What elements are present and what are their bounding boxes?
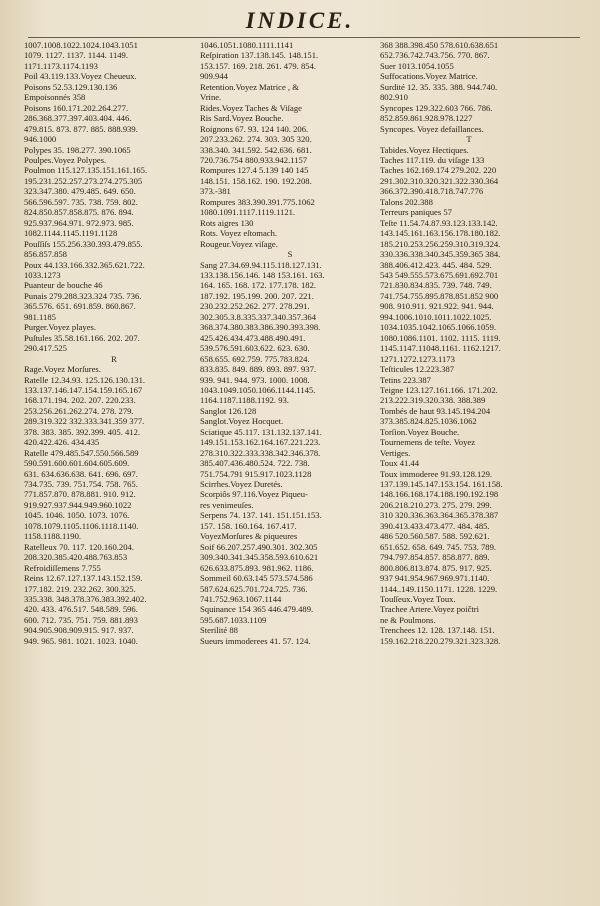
index-entry-line: 1043.1049.1050.1066.1144.1145.	[200, 384, 316, 395]
index-entry-line: 133.138.156.146. 148 153.161. 163.	[200, 269, 325, 280]
index-entry-line: 1034.1035.1042.1065.1066.1059.	[380, 322, 497, 333]
index-entry-line: 590.591.600.601.604.605.609.	[24, 458, 130, 469]
index-entry-line: Ris Sard.Voyez Bouche.	[200, 113, 284, 124]
index-entry-line: 207.233.262. 274. 303. 305 320.	[200, 134, 312, 145]
index-entry-line: Sanglot 126.128	[200, 405, 257, 416]
index-entry-line: 137.139.145.147.153.154. 161.158.	[380, 479, 503, 490]
index-entry-line: 651.652. 658. 649. 745. 753. 789.	[380, 541, 497, 552]
index-entry-line: 587.624.625.701.724.725. 736.	[200, 583, 308, 594]
index-entry-line: 253.256.261.262.274. 278. 279.	[24, 405, 134, 416]
index-entry-line: 168.171.194. 202. 207. 220.233.	[24, 395, 136, 406]
index-entry-line: 208.320.385.420.488.763.853	[24, 552, 128, 563]
index-entry-line: Toux 41.44	[380, 458, 420, 469]
index-entry-line: 143.145.161.163.156.178.180.182.	[380, 228, 501, 239]
index-entry-line: 368.374.380.383.386.390.393.398.	[200, 322, 321, 333]
index-entry-line: Terreurs paniques 57	[380, 207, 452, 218]
header-rule	[28, 37, 580, 38]
index-entry-line: 1078.1079.1105.1106.1118.1140.	[24, 520, 139, 531]
index-entry-line: 856.857.858	[24, 249, 67, 260]
index-entry-line: 373.385.824.825.1036.1062	[380, 416, 477, 427]
index-entry-line: Empoisonnés 358	[24, 92, 86, 103]
index-entry-line: Teſticules 12.223.387	[380, 364, 455, 375]
index-entry-line: 539.576.591.603.622. 623. 630.	[200, 343, 310, 354]
index-entry-line: 1080.1091.1117.1119.1121.	[200, 207, 296, 218]
index-entry-line: Sueurs immoderees 41. 57. 124.	[200, 635, 311, 646]
index-entry-line: 286.368.377.397.403.404. 446.	[24, 113, 132, 124]
index-entry-line: Rots aigres 130	[200, 217, 254, 228]
index-entry-line: Surdité 12. 35. 335. 388. 944.740.	[380, 81, 498, 92]
index-entry-line: 335.338. 348.378.376.383.392.402.	[24, 594, 147, 605]
index-entry-line: 1046.1051.1080.1111.1141	[200, 40, 294, 50]
index-entry-line: Scirrhes.Voyez Duretés.	[200, 479, 283, 490]
index-entry-line: Rougeur.Voyez viſage.	[200, 238, 278, 249]
index-entry-line: Rots. Voyez eſtomach.	[200, 228, 278, 239]
index-entry-line: Vertiges.	[380, 447, 411, 458]
index-entry-line: 721.830.834.835. 739. 748. 749.	[380, 280, 492, 291]
index-entry-line: Polypes 35. 198.277. 390.1065	[24, 144, 131, 155]
index-entry-line: Puanteur de bouche 46	[24, 280, 103, 291]
index-entry-line: 1144..149.1150.1171. 1228. 1229.	[380, 583, 498, 594]
index-entry-line: Rompures 127.4 5.139 140 145	[200, 165, 309, 176]
index-entry-line: Suer 1013.1054.1055	[380, 60, 454, 71]
index-entry-line: 149.151.153.162.164.167.221.223.	[200, 437, 321, 448]
index-entry-line: Tetins 223.387	[380, 374, 431, 385]
index-entry-line: 741.752.963.1067.1144	[200, 594, 282, 605]
index-entry-line: Squinance 154 365 446.479.489.	[200, 604, 314, 615]
index-entry-line: 904.905.908.909.915. 917. 937.	[24, 625, 134, 636]
index-entry-line: 720.736.754 880.933.942.1157	[200, 154, 308, 165]
index-entry-line: 309.340.341.345.358.593.610.621	[200, 552, 319, 563]
index-entry-line: 177.182. 219. 232.262. 300.325.	[24, 583, 136, 594]
index-entry-line: 230.232.252.262. 277. 278.291.	[200, 301, 310, 312]
index-entry-line: Puſtules 35.58.161.166. 202. 207.	[24, 332, 140, 343]
index-entry-line: 291.302.310.320.321.322.330.364	[380, 175, 499, 186]
index-entry-line: 1271.1272.1273.1173	[380, 353, 455, 364]
index-entry-line: 330.336.338.340.345.359.365 384.	[380, 249, 501, 260]
index-entry-line: Roignons 67. 93. 124 140. 206.	[200, 123, 309, 134]
index-entry-line: Vrine.	[200, 92, 222, 103]
index-entry-line: 278.310.322.333.338.342.346.378.	[200, 447, 321, 458]
index-entry-line: 824.850.857.858.875. 876. 894.	[24, 207, 134, 218]
index-entry-line: 658.655. 692.759. 775.783.824.	[200, 353, 310, 364]
index-column-left	[24, 40, 204, 646]
index-entry-line: 368 388.398.450 578.610.638.651	[380, 40, 499, 50]
index-entry-line: 1045. 1046. 1050. 1073. 1076.	[24, 510, 130, 521]
index-entry-line: 420. 433. 476.517. 548.589. 596.	[24, 604, 138, 615]
index-entry-line: Poisons 52.53.129.130.136	[24, 81, 118, 92]
index-entry-line: Poisons 160.171.202.264.277.	[24, 102, 129, 113]
index-entry-line: 157. 158. 160.164. 167.417.	[200, 520, 297, 531]
index-entry-line: 751.754.791 915.917.1023.1128	[200, 468, 312, 479]
index-entry-line: Trenchees 12. 128. 137.148. 151.	[380, 625, 495, 636]
index-entry-line: 994.1006.1010.1011.1022.1025.	[380, 311, 492, 322]
index-entry-line: 148.151. 158.162. 190. 192.208.	[200, 175, 312, 186]
index-entry-line: 388.406.412.423. 445. 484. 529.	[380, 259, 492, 270]
index-entry-line: 626.633.875.893. 981.962. 1186.	[200, 562, 314, 573]
index-entry-line: 937 941.954.967.969.971.1140.	[380, 573, 490, 584]
index-entry-line: 206.218.210.273. 275. 279. 299.	[380, 499, 492, 510]
index-entry-line: 373.-381	[200, 186, 231, 197]
index-entry-line: Punais 279.288.323.324 735. 736.	[24, 290, 142, 301]
section-letter: S	[287, 249, 293, 260]
index-entry-line: VoyezMorſures & piqueures	[200, 531, 298, 542]
index-entry-line: 833.835. 849. 889. 893. 897. 937.	[200, 364, 317, 375]
index-entry-line: 852.859.861.928.978.1227	[380, 113, 473, 124]
index-entry-line: 164. 165. 168. 172. 177.178. 182.	[200, 280, 317, 291]
index-entry-line: Poulpes.Voyez Polypes.	[24, 154, 107, 165]
index-entry-line: Pouſſiſs 155.256.330.393.479.855.	[24, 238, 143, 249]
index-entry-line: 1082.1144.1145.1191.1128	[24, 228, 118, 239]
index-entry-line: 133.137.146.147.154.159.165.167	[24, 384, 143, 395]
index-entry-line: 289.319.322 332.333.341.359 377.	[24, 416, 145, 427]
index-entry-line: 323.347.380. 479.485. 649. 650.	[24, 186, 136, 197]
index-entry-line: 365.576. 651. 691.859. 860.867.	[24, 301, 136, 312]
index-entry-line: 148.166.168.174.188.190.192.198	[380, 489, 499, 500]
index-entry-line: Ratelleux 70. 117. 120.160.204.	[24, 541, 134, 552]
index-entry-line: Sciatique 45.117. 131.132.137.141.	[200, 426, 322, 437]
section-letter: R	[111, 353, 117, 364]
index-entry-line: 794.797.854.857. 858.877. 889.	[380, 552, 490, 563]
index-entry-line: Syncopes. Voyez defaillances.	[380, 123, 484, 134]
index-entry-line: 425.426.434.473.488.490.491.	[200, 332, 306, 343]
index-column-right	[380, 40, 558, 646]
index-entry-line: Touſſeux.Voyez Toux.	[380, 594, 456, 605]
index-entry-line: Teſte 11.54.74.87.93.123.133.142.	[380, 217, 498, 228]
index-entry-line: Refroidiſſemens 7.755	[24, 562, 101, 573]
index-entry-line: Reſpiration 137.138.145. 148.151.	[200, 50, 319, 61]
index-entry-line: 595.687.1033.1109	[200, 614, 267, 625]
index-entry-line: 566.596.597. 735. 738. 759. 802.	[24, 196, 138, 207]
index-entry-line: 185.210.253.256.259.310.319.324.	[380, 238, 501, 249]
index-entry-line: 946.1000	[24, 134, 57, 145]
index-entry-line: 600. 712. 735. 751. 759. 881.893	[24, 614, 138, 625]
index-entry-line: 949. 965. 981. 1021. 1023. 1040.	[24, 635, 138, 646]
index-entry-line: Sommeil 60.63.145 573.574.586	[200, 573, 313, 584]
index-entry-line: Sterilité 88	[200, 625, 238, 636]
index-entry-line: 378. 383. 385. 392.399. 405. 412.	[24, 426, 141, 437]
index-entry-line: ne & Poulmons.	[380, 614, 436, 625]
index-entry-line: Scorpiôs 97.116.Voyez Piqueu-	[200, 489, 308, 500]
index-entry-line: Tombés de haut 93.145.194.204	[380, 405, 491, 416]
index-entry-line: Purger.Voyez playes.	[24, 322, 97, 333]
index-entry-line: Retention.Voyez Matrice , &	[200, 81, 299, 92]
index-entry-line: 909.944	[200, 71, 228, 82]
index-entry-line: Rompures 383.390.391.775.1062	[200, 196, 315, 207]
index-entry-line: 800.806.813.874. 875. 917. 925.	[380, 562, 492, 573]
page-title: INDICE.	[245, 8, 355, 33]
index-entry-line: 479.815. 873. 877. 885. 888.939.	[24, 123, 138, 134]
index-entry-line: Poulmon 115.127.135.151.161.165.	[24, 165, 148, 176]
index-entry-line: Reins 12.67.127.137.143.152.159.	[24, 573, 143, 584]
index-column-middle	[200, 40, 380, 646]
index-entry-line: 925.937.964.971. 972.973. 985.	[24, 217, 134, 228]
index-entry-line: 543 549.555.573.675.691.692.701	[380, 269, 499, 280]
index-entry-line: Soif 66.207.257.490.301. 302.305	[200, 541, 318, 552]
index-entry-line: 310 320.336.363.364.365.378.387	[380, 510, 499, 521]
index-entry-line: 486 520.560.587. 588. 592.621.	[380, 531, 490, 542]
index-entry-line: 771.857.870. 878.881. 910. 912.	[24, 489, 136, 500]
index-entry-line: 1080.1086.1101. 1102. 1115. 1119.	[380, 332, 501, 343]
index-entry-line: 908. 910.911. 921.922. 941. 944.	[380, 301, 494, 312]
index-entry-line: Trachee Artere.Voyez poičtri	[380, 604, 480, 615]
index-entry-line: Poux 44.133.166.332.365.621.722.	[24, 259, 145, 270]
index-entry-line: Rides.Voyez Taches & Viſage	[200, 102, 302, 113]
index-entry-line: 159.162.218.220.279.321.323.328.	[380, 635, 501, 646]
index-entry-line: 1158.1188.1190.	[24, 531, 82, 542]
index-entry-line: Taches 162.169.174 279.202. 220	[380, 165, 497, 176]
index-entry-line: 741.754.755.895.878.851.852 900	[380, 290, 499, 301]
index-entry-line: 213.222.319.320.338. 388.389	[380, 395, 486, 406]
index-entry-line: 652.736.742.743.756. 770. 867.	[380, 50, 490, 61]
index-entry-line: Tournemens de teſte. Voyez	[380, 437, 476, 448]
index-entry-line: Teigne 123.127.161.166. 171.202.	[380, 384, 498, 395]
index-entry-line: 385.407.436.480.524. 722. 738.	[200, 458, 310, 469]
index-entry-line: 338.340. 341.592. 542.636. 681.	[200, 144, 312, 155]
index-entry-line: Ratelle 12.34.93. 125.126.130.131.	[24, 374, 146, 385]
index-entry-line: Taches 117.119. du viſage 133	[380, 154, 485, 165]
index-entry-line: 290.417.525	[24, 343, 67, 354]
index-entry-line: 153.157. 169. 218. 261. 479. 854.	[200, 60, 317, 71]
index-entry-line: Torſion.Voyez Bouche.	[380, 426, 460, 437]
section-letter: T	[466, 134, 472, 145]
index-entry-line: 1007.1008.1022.1024.1043.1051	[24, 40, 138, 50]
index-entry-line: 366.372.390.418.718.747.776	[380, 186, 484, 197]
index-entry-line: 1164.1187.1188.1192. 93.	[200, 395, 289, 406]
index-entry-line: 802.910	[380, 92, 408, 103]
index-entry-line: 1145.1147.11048.1161. 1162.1217.	[380, 343, 501, 354]
index-entry-line: 919.927.937.944.949.960.1022	[24, 499, 132, 510]
index-entry-line: Sanglot.Voyez Hocquet.	[200, 416, 284, 427]
index-entry-line: 1079. 1127. 1137. 1144. 1149.	[24, 50, 128, 61]
index-entry-line: 187.192. 195.199. 200. 207. 221.	[200, 290, 314, 301]
page-header	[0, 8, 600, 38]
index-entry-line: Sang 27.34.69.94.115.118.127.131.	[200, 259, 322, 270]
index-entry-line: Suffocations.Voyez Matrice.	[380, 71, 478, 82]
index-entry-line: Talons 202.388	[380, 196, 433, 207]
index-entry-line: Toux immoderee 91.93.128.129.	[380, 468, 493, 479]
index-entry-line: Serpens 74. 137. 141. 151.151.153.	[200, 510, 322, 521]
index-entry-line: 631. 634.636.638. 641. 696. 697.	[24, 468, 138, 479]
index-entry-line: Tabides.Voyez Hectiques.	[380, 144, 469, 155]
index-entry-line: 420.422.426. 434.435	[24, 437, 100, 448]
index-entry-line: 195.231.252.257.273.274.275.305	[24, 175, 143, 186]
index-entry-line: 939. 941. 944. 973. 1000. 1008.	[200, 374, 310, 385]
index-entry-line: 302.305.3.8.335.337.340.357.364	[200, 311, 317, 322]
index-entry-line: 981.1185	[24, 311, 56, 322]
index-entry-line: Ratelle 479.485.547.550.566.589	[24, 447, 139, 458]
index-entry-line: 1033.1273	[24, 269, 61, 280]
index-entry-line: res venimeuſes.	[200, 499, 254, 510]
index-entry-line: 1171.1173.1174.1193	[24, 60, 98, 71]
index-entry-line: Poil 43.119.133.Voyez Cheueux.	[24, 71, 137, 82]
index-entry-line: Syncopes 129.322.603 766. 786.	[380, 102, 493, 113]
index-entry-line: 734.735. 739. 751.754. 758. 765.	[24, 479, 138, 490]
index-entry-line: Rage.Voyez Morſures.	[24, 364, 101, 375]
index-entry-line: 390.413.433.473.477. 484. 485.	[380, 520, 490, 531]
